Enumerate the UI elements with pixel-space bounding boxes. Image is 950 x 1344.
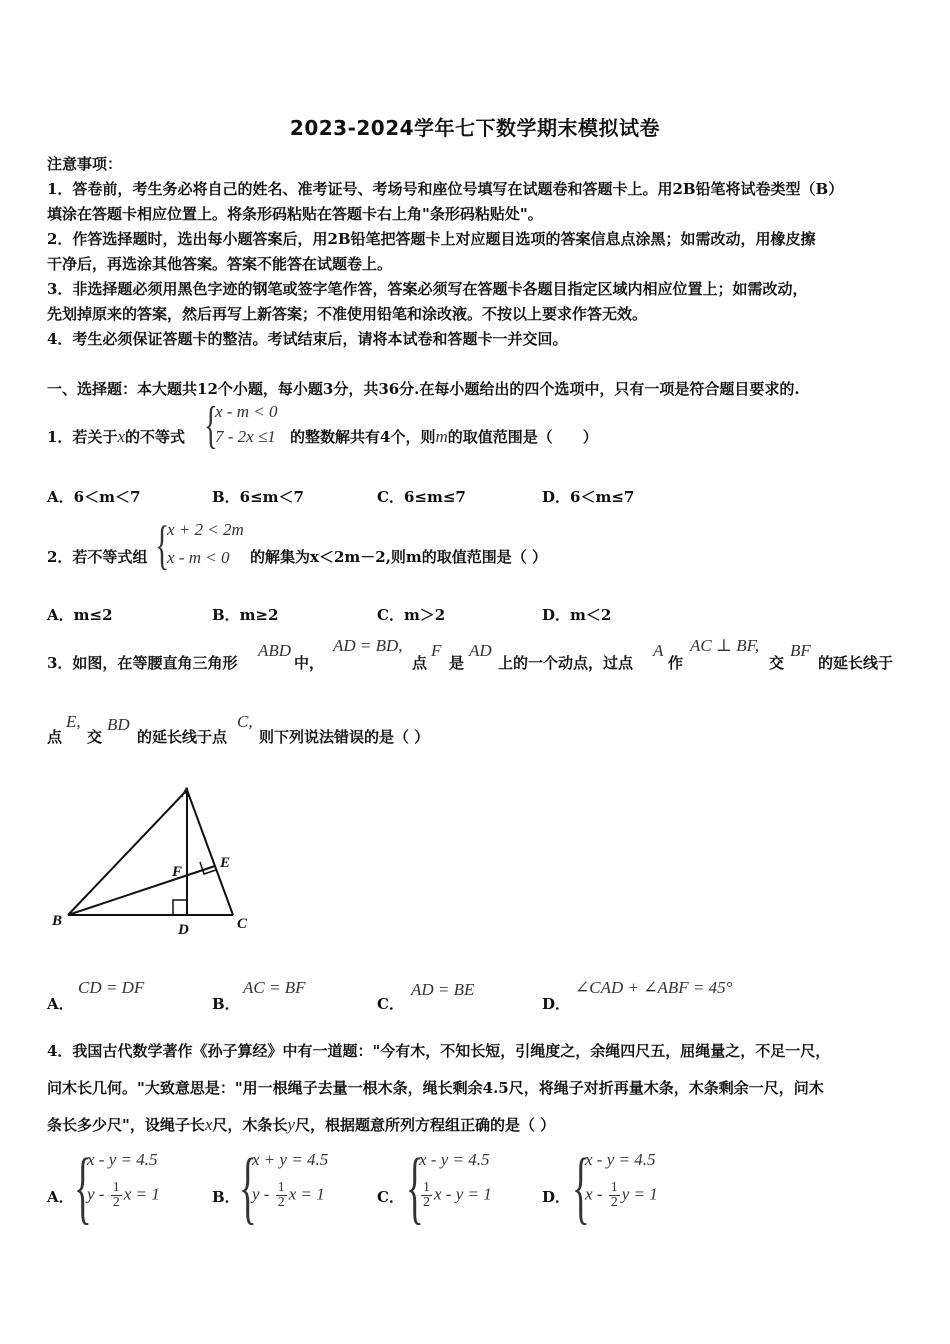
q3-text-11: 的延长线于点 <box>137 728 228 746</box>
notice-line: 干净后，再选涂其他答案。答案不能答在试题卷上。 <box>47 255 393 273</box>
q2-system-line-2: x - m < 0 <box>167 548 230 567</box>
q4-option-a-eq2[interactable] <box>87 1181 160 1210</box>
figure-label-f: F <box>172 864 183 880</box>
notice-line: 3．非选择题必须用黑色字迹的钢笔或签字笔作答，答案必须写在答题卡各题目指定区域内相应位置上；如需改动， <box>47 280 808 298</box>
q3-math-bd: BD <box>107 715 130 734</box>
q4-option-d-eq1[interactable]: x - y = 4.5 <box>585 1150 656 1169</box>
question-2-prefix: 2．若不等式组 <box>47 548 148 566</box>
figure-label-b: B <box>52 913 63 929</box>
figure-label-a: A <box>181 785 192 801</box>
q3-math-abd: ABD <box>258 641 292 660</box>
eq-pre: x - <box>585 1184 607 1204</box>
fraction-half <box>276 1181 287 1210</box>
q3-option-a-letter[interactable]: A． <box>47 995 74 1013</box>
q3-math-a: A <box>653 641 664 660</box>
q3-option-d-math[interactable]: ∠CAD + ∠ABF = 45° <box>575 978 733 997</box>
q4-text-line-3 <box>47 1114 555 1135</box>
frac-num: 1 <box>423 1180 430 1195</box>
figure-label-d: D <box>178 922 189 938</box>
fraction-half <box>609 1181 620 1210</box>
q1-suffix-b: 的取值范围是（ ） <box>447 428 598 446</box>
q4-text-3c: 尺，根据题意所列方程组正确的是（ ） <box>294 1116 556 1134</box>
q4-option-b-letter[interactable]: B． <box>212 1188 240 1206</box>
frac-num: 1 <box>277 1180 285 1195</box>
q4-text-3a: 条长多少尺"，设绳子长 <box>47 1116 205 1134</box>
q4-option-b-brace: { <box>239 1141 257 1232</box>
notice-line: 填涂在答题卡相应位置上。将条形码粘贴在答题卡右上角"条形码粘贴处"。 <box>47 205 543 223</box>
q4-option-d-eq2[interactable] <box>585 1181 658 1210</box>
q3-text-6: 作 <box>668 654 684 672</box>
q3-math-ad: AD <box>469 641 492 660</box>
notice-line: 4．考生必须保证答题卡的整洁。考试结束后，请将本试卷和答题卡一并交回。 <box>47 330 568 348</box>
q4-option-d-letter[interactable]: D． <box>542 1188 571 1206</box>
frac-den: 2 <box>423 1195 430 1210</box>
frac-den: 2 <box>277 1195 285 1210</box>
q1-var-m: m <box>435 427 448 446</box>
eq-post: y = 1 <box>621 1184 658 1204</box>
q4-option-a-letter[interactable]: A． <box>47 1188 74 1206</box>
eq-pre: y - <box>252 1184 274 1204</box>
q1-option-b[interactable]: B．6≤m＜7 <box>212 488 304 506</box>
q1-option-a[interactable]: A．6＜m＜7 <box>47 488 141 506</box>
q3-option-b-math[interactable]: AC = BF <box>243 978 306 997</box>
q1-system-brace: { <box>204 397 218 454</box>
fraction-half <box>421 1181 432 1210</box>
q4-text-line-1: 4．我国古代数学著作《孙子算经》中有一道题："今有木，不知长短，引绳度之，余绳四尺五，屈绳量之，不足一尺， <box>47 1042 831 1060</box>
question-1-text <box>47 426 185 447</box>
q3-text-7: 交 <box>769 654 785 672</box>
q2-option-b[interactable]: B．m≥2 <box>212 606 279 624</box>
eq-pre: y - <box>87 1184 109 1204</box>
fraction-half <box>111 1181 122 1210</box>
q3-option-c-letter[interactable]: C． <box>377 995 404 1013</box>
q2-system-brace: { <box>155 515 170 575</box>
q2-option-a[interactable]: A．m≤2 <box>47 606 113 624</box>
figure-label-c: C <box>237 916 248 932</box>
notice-heading: 注意事项： <box>47 155 123 173</box>
q3-text-3: 点 <box>412 654 428 672</box>
notice-line: 2．作答选择题时，选出每小题答案后，用2B铅笔把答题卡上对应题目选项的答案信息点涂黑；如需改动，用橡皮擦 <box>47 230 816 248</box>
q2-option-d[interactable]: D．m＜2 <box>542 606 612 624</box>
frac-den: 2 <box>112 1195 120 1210</box>
q4-text-3b: 尺，木条长 <box>212 1116 288 1134</box>
q3-text-9: 点 <box>47 728 63 746</box>
q1-mid: 的不等式 <box>124 428 185 446</box>
q1-system-line-2: 7 - 2x ≤1 <box>215 427 276 446</box>
q4-option-c-letter[interactable]: C． <box>377 1188 404 1206</box>
notice-line: 先划掉原来的答案，然后再写上新答案；不准使用铅笔和涂改液。不按以上要求作答无效。 <box>47 305 648 323</box>
q4-option-a-brace: { <box>74 1141 92 1232</box>
q4-option-c-eq2[interactable] <box>419 1181 492 1210</box>
q3-option-a-math[interactable]: CD = DF <box>78 978 145 997</box>
q1-prefix: 1．若关于 <box>47 428 118 446</box>
figure-side-ab <box>68 790 187 915</box>
q3-triangle-figure <box>40 775 270 945</box>
q3-text-4: 是 <box>449 654 465 672</box>
q4-text-line-2: 问木长几何。"大致意思是："用一根绳子去量一根木条，绳长剩余4.5尺，将绳子对折再量木条，木条剩余一尺，问木 <box>47 1079 824 1097</box>
q3-text-1: 3．如图，在等腰直角三角形 <box>47 654 238 672</box>
frac-num: 1 <box>112 1180 120 1195</box>
q3-text-2: 中， <box>294 654 325 672</box>
q4-option-c-brace: { <box>406 1141 424 1232</box>
eq-post: x = 1 <box>288 1184 325 1204</box>
figure-label-e: E <box>220 855 231 871</box>
q4-option-a-eq1[interactable]: x - y = 4.5 <box>87 1150 158 1169</box>
q4-var-y: y <box>287 1115 295 1134</box>
q4-option-b-eq2[interactable] <box>252 1181 325 1210</box>
q4-var-x: x <box>204 1115 213 1134</box>
page-title: 2023-2024学年七下数学期末模拟试卷 <box>289 116 661 140</box>
q1-option-d[interactable]: D．6＜m≤7 <box>542 488 635 506</box>
figure-right-angle-d <box>173 900 187 915</box>
q3-math-f: F <box>431 641 442 660</box>
q3-math-bf: BF <box>790 641 811 660</box>
notice-line: 1．答卷前，考生务必将自己的姓名、准考证号、考场号和座位号填写在试题卷和答题卡上。用2B铅笔将试卷类型（B） <box>47 180 844 198</box>
eq-post: x = 1 <box>123 1184 160 1204</box>
figure-side-ac <box>187 790 233 915</box>
q3-text-10: 交 <box>87 728 103 746</box>
q3-math-e: E, <box>66 712 81 731</box>
q1-option-c[interactable]: C．6≤m≤7 <box>377 488 466 506</box>
section-heading: 一、选择题：本大题共12个小题，每小题3分，共36分.在每小题给出的四个选项中，只有一项是符合题目要求的. <box>47 380 800 398</box>
q2-option-c[interactable]: C．m＞2 <box>377 606 446 624</box>
q3-text-8: 的延长线于 <box>818 654 894 672</box>
q3-math-ac-perp-bf: AC ⊥ BF, <box>690 636 760 655</box>
q3-math-c: C, <box>237 712 253 731</box>
frac-num: 1 <box>610 1180 618 1195</box>
q3-math-ad-bd: AD = BD, <box>333 636 403 655</box>
q3-text-5: 上的一个动点，过点 <box>498 654 634 672</box>
q2-system-line-1: x + 2 < 2m <box>167 520 244 539</box>
q4-option-b-eq1[interactable]: x + y = 4.5 <box>252 1150 329 1169</box>
q3-option-c-math[interactable]: AD = BE <box>411 980 475 999</box>
q1-var-x: x <box>117 427 125 446</box>
eq-post: x - y = 1 <box>434 1184 492 1204</box>
question-2-suffix: 的解集为x＜2m－2,则m的取值范围是（ ） <box>250 548 548 566</box>
q1-suffix-a: 的整数解共有4个，则 <box>290 428 436 446</box>
q4-option-d-brace: { <box>572 1141 590 1232</box>
q3-option-d-letter[interactable]: D． <box>542 995 571 1013</box>
question-1-suffix <box>290 426 598 447</box>
frac-den: 2 <box>610 1195 618 1210</box>
q4-option-c-eq1[interactable]: x - y = 4.5 <box>419 1150 490 1169</box>
q3-option-b-letter[interactable]: B． <box>212 995 240 1013</box>
q1-system-line-1: x - m < 0 <box>215 402 278 421</box>
q3-text-12: 则下列说法错误的是（ ） <box>259 728 430 746</box>
